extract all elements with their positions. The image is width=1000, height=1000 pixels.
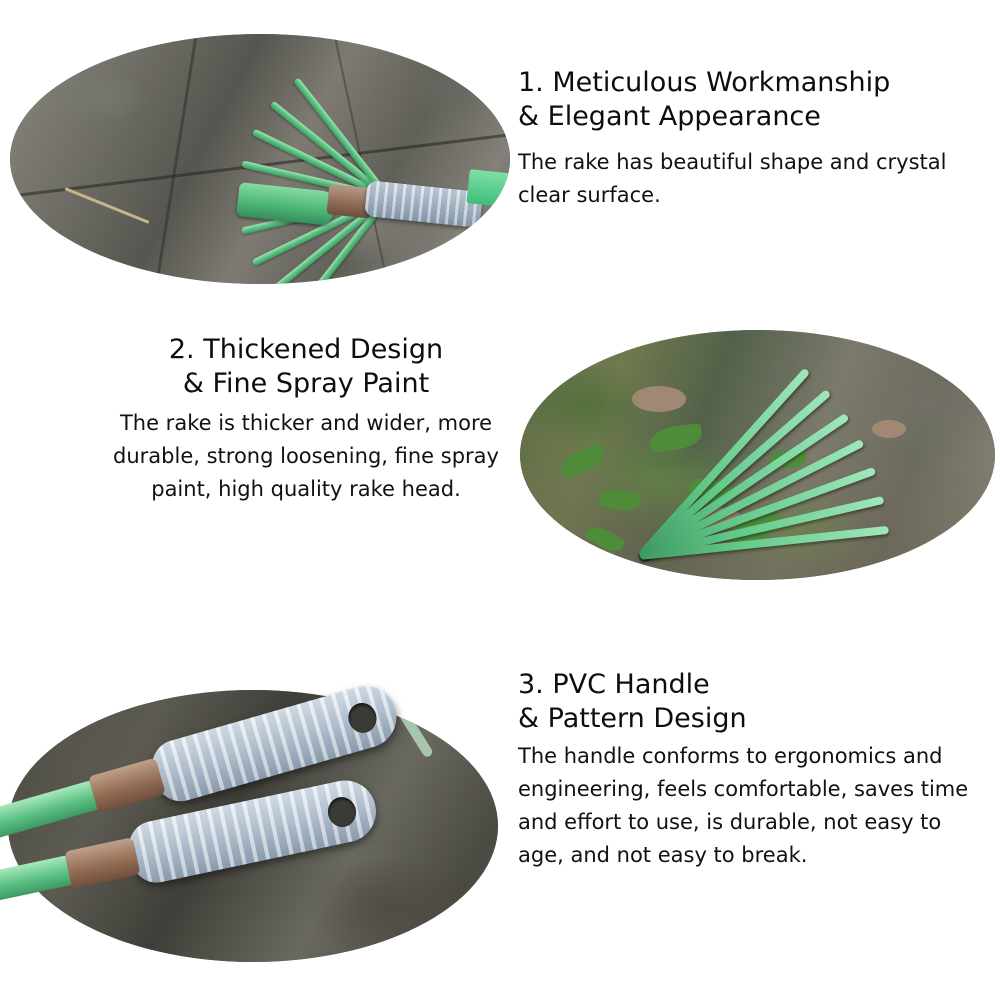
feature-1-photo [10, 34, 510, 284]
hang-hole [325, 794, 359, 829]
feature-3-text-block [518, 668, 988, 872]
feature-1-text-block [518, 66, 988, 212]
feature-3-heading-line1: 3. PVC Handle [518, 669, 710, 700]
hang-hole [345, 700, 380, 737]
feature-3-body: The handle conforms to ergonomics and engineering, feels comfortable, saves time and effort to use, is durable, not easy to age, and not easy to break. [518, 744, 969, 867]
feature-2-photo [520, 330, 995, 580]
feature-2-body: The rake is thicker and wider, more durable, strong loosening, fine spray paint, high quality rake head. [113, 411, 499, 501]
feature-1-heading-line2: & Elegant Appearance [518, 101, 821, 132]
feature-2-text-block [96, 333, 516, 506]
feature-3-heading-line2: & Pattern Design [518, 703, 747, 734]
product-tag [466, 169, 510, 209]
feature-1-body: The rake has beautiful shape and crystal clear surface. [518, 150, 947, 207]
stone [632, 386, 686, 412]
feature-1-heading-line1: 1. Meticulous Workmanship [518, 67, 891, 98]
feature-2-heading-line1: 2. Thickened Design [168, 334, 444, 365]
stone-background [10, 34, 510, 284]
feature-2-heading-line2: & Fine Spray Paint [182, 368, 430, 399]
stone [872, 420, 906, 438]
